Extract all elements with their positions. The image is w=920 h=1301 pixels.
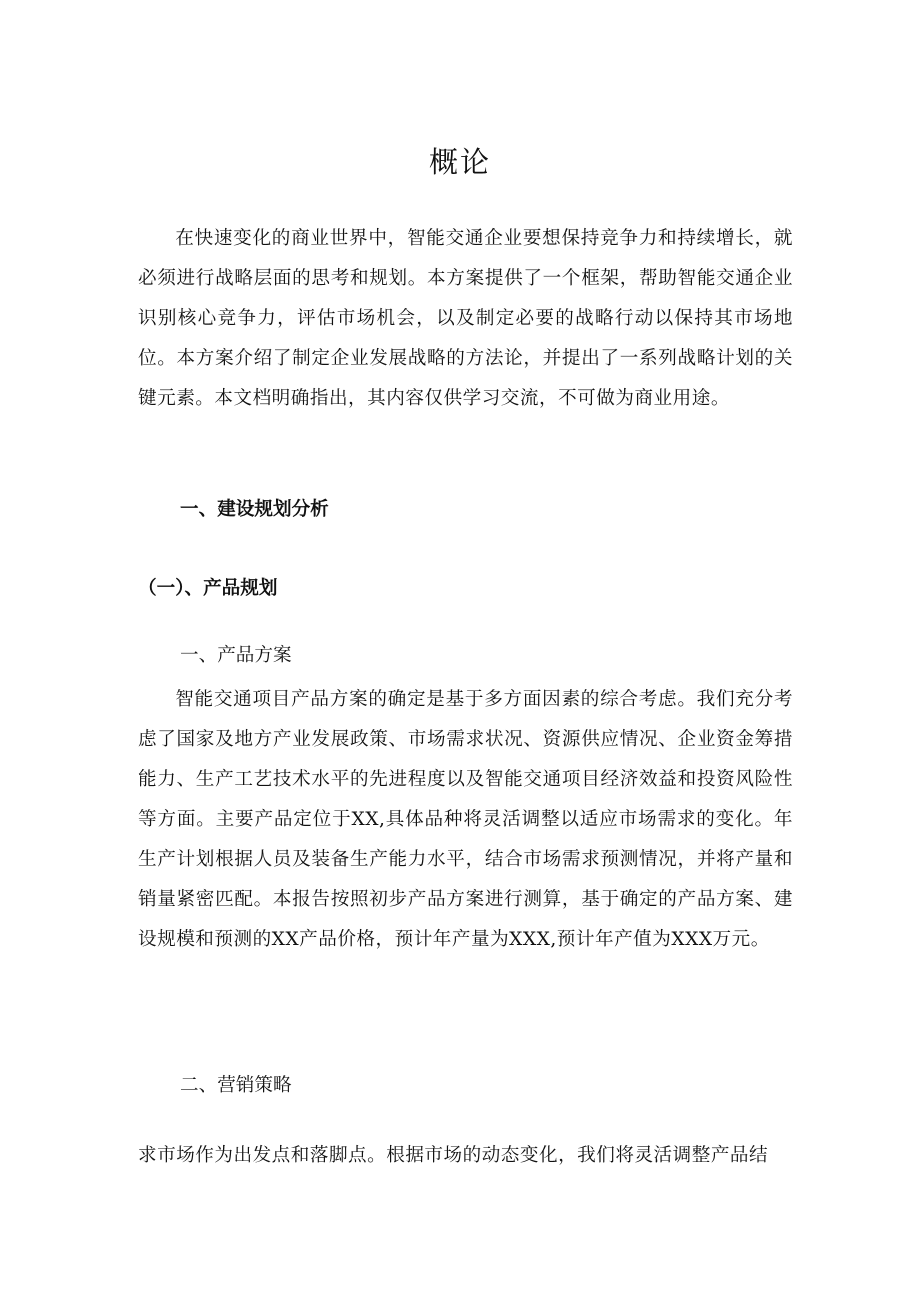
section-heading-construction-planning: 一、建设规划分析	[180, 499, 329, 520]
item-heading-product-scheme: 一、产品方案	[180, 645, 292, 666]
item-heading-marketing-strategy: 二、营销策略	[180, 1075, 292, 1096]
marketing-strategy-paragraph: 求市场作为出发点和落脚点。根据市场的动态变化，我们将灵活调整产品结	[138, 1145, 769, 1166]
subsection-heading-product-planning: （一）、产品规划	[138, 578, 278, 599]
document-title: 概论	[428, 145, 491, 179]
product-scheme-paragraph: 智能交通项目产品方案的确定是基于多方面因素的综合考虑。我们充分考虑了国家及地方产业发展政策、市场需求状况、资源供应情况、企业资金筹措能力、生产工艺技术水平的先进程度以及智能交通项目经济效益和投资风险性等方面。主要产品定位于XX,具体品种将灵活调整以适应市场需求的变化。年生产计划根据人员及装备生产能力水平，结合市场需求预测情况，并将产量和销量紧密匹配。本报告按照初步产品方案进行测算，基于确定的产品方案、建设规模和预测的XX产品价格，预计年产量为XXX,预计年产值为XXX万元。	[138, 689, 793, 950]
intro-paragraph: 在快速变化的商业世界中，智能交通企业要想保持竞争力和持续增长，就必须进行战略层面的思考和规划。本方案提供了一个框架，帮助智能交通企业识别核心竞争力，评估市场机会，以及制定必要的战略行动以保持其市场地位。本方案介绍了制定企业发展战略的方法论，并提出了一系列战略计划的关键元素。本文档明确指出，其内容仅供学习交流，不可做为商业用途。	[138, 228, 793, 409]
